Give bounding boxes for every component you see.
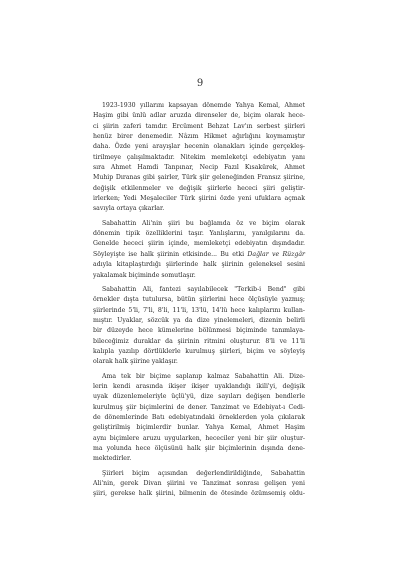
text-line: mektedirler. xyxy=(93,455,132,463)
text-line: Muhip Dıranas gibi şairler, Türk şiir geleneğinden Fransız şiirine, xyxy=(93,174,305,182)
paragraph xyxy=(93,285,305,368)
text-line: dönemin tipik özelliklerini taşır. Yanlışlarını, yanılgılarını da. xyxy=(93,230,305,238)
text-line: adıyla kitaplaştırdığı şiirlerinde halk şiirinin geleneksel sesini xyxy=(93,261,305,269)
text-line: şiirlerinde 5'li, 7'li, 8'li, 11'li, 13'lü, 14'lü hece kalıplarını kullan- xyxy=(93,306,305,314)
text-line: savıyla ortaya çıkarlar. xyxy=(93,205,165,213)
text-line: 1923-1930 yıllarını kapsayan dönemde Yahya Kemal, Ahmet xyxy=(102,102,305,109)
text-line: Ali'nin, gerek Divan şiirini ve Tanzimat sonrası gelişen yeni xyxy=(93,480,305,488)
body-text xyxy=(93,101,305,504)
text-line: Genelde hececi şiirin içinde, memleketçi edebiyatın dışındadır. xyxy=(93,240,305,248)
text-line: mıştır. Uyaklar, sözcük ya da dize yinelemeleri, dizenin belirli xyxy=(93,316,305,324)
text-line: Sabahattin Ali, fantezi sayılabilecek "Terkib-i Bend" gibi xyxy=(102,285,305,293)
text-line: bir düzeyde hece kümelerine bölünmesi biçiminde tanımlaya- xyxy=(93,327,305,335)
page-number: 9 xyxy=(196,78,204,89)
paragraph xyxy=(93,469,305,500)
text-line: Haşim gibi ünlü adlar aruzda direnseler de, biçim olarak hece- xyxy=(93,112,305,120)
text-line: ci şiirin zaferi tamdır. Ercüment Behzat Lav'ın serbest şiirleri xyxy=(93,122,305,130)
text-line: henüz birer denemedir. Nâzım Hikmet ağırlığını koymamıştır xyxy=(93,133,305,141)
text-line: geliştirilmiş biçimlerdir bunlar. Yahya Kemal, Ahmet Haşim xyxy=(93,424,305,432)
text-line: kurulmuş şiir biçimlerini de dener. Tanzimat ve Edebiyat-ı Cedi- xyxy=(93,403,305,411)
paragraph xyxy=(93,101,305,215)
text-line: Şiirleri biçim açısından değerlendirildiğinde, Sabahattin xyxy=(102,469,305,477)
text-line: Sabahattin Ali'nin şiiri bu bağlamda öz ve biçim olarak xyxy=(102,219,305,227)
text-line: şiiri, gerekse halk şiirini, bilmenin de ötesinde özümsemiş oldu- xyxy=(93,490,305,498)
text-line: daha. Özde yeni arayışlar hecenin olanakları içinde gerçekleş- xyxy=(93,143,305,151)
paragraph xyxy=(93,372,305,465)
text-line: bileceğimiz duraklar da şiirinin ritmini oluşturur. 8'li ve 11'li xyxy=(93,337,305,345)
text-line: örnekler dışta tutulursa, bütün şiirlerini hece ölçüsüyle yazmış; xyxy=(93,296,305,304)
text-line: lerin kendi arasında ikişer ikişer uyaklandığı ikili'yi, değişik xyxy=(93,382,305,390)
text-line: de dönemlerinde Batı edebiyatındaki örneklerden yola çıkılarak xyxy=(93,413,305,421)
text-line: uyak düzenlemeleriyle üçlü'yü, dize sayıları değişen bendlerle xyxy=(93,393,305,401)
text-line: Ama tek bir biçime saplanıp kalmaz Sabahattin Ali. Dize- xyxy=(102,372,305,380)
paragraph xyxy=(93,219,305,281)
text-line: olarak halk şiirine yaklaşır. xyxy=(93,358,178,366)
text-line: aynı biçimlere aruzu uygularken, hececiler yeni bir şiir oluştur- xyxy=(93,434,305,442)
text-line: kalıpla yazılıp dörtlüklerle kurulmuş şiirleri, biçim ve söyleyiş xyxy=(93,347,305,355)
text-line: ma yolunda hece ölçüsünü halk şiir biçimlerinin dışında dene- xyxy=(93,445,305,452)
text-line: irlerken; Yedi Meşaleciler Türk şiirini özde yeni ufuklara açmak xyxy=(93,195,305,203)
text-line: değişik etkilenmeler ve değişik şiirlerle hececi şiiri geliştir- xyxy=(93,184,305,192)
text-line: Söyleyişte ise halk şiirinin etkisinde... Bu etki Dağlar ve Rüzgâr xyxy=(93,250,305,258)
text-line: tirilmeye çalışılmaktadır. Nitekim memleketçi edebiyatın yanı xyxy=(93,153,305,161)
text-line: yakalamak biçiminde somutlaşır. xyxy=(93,271,196,279)
text-line: sıra Ahmet Hamdi Tanpınar, Necip Fazıl Kısakürek, Ahmet xyxy=(93,164,305,172)
